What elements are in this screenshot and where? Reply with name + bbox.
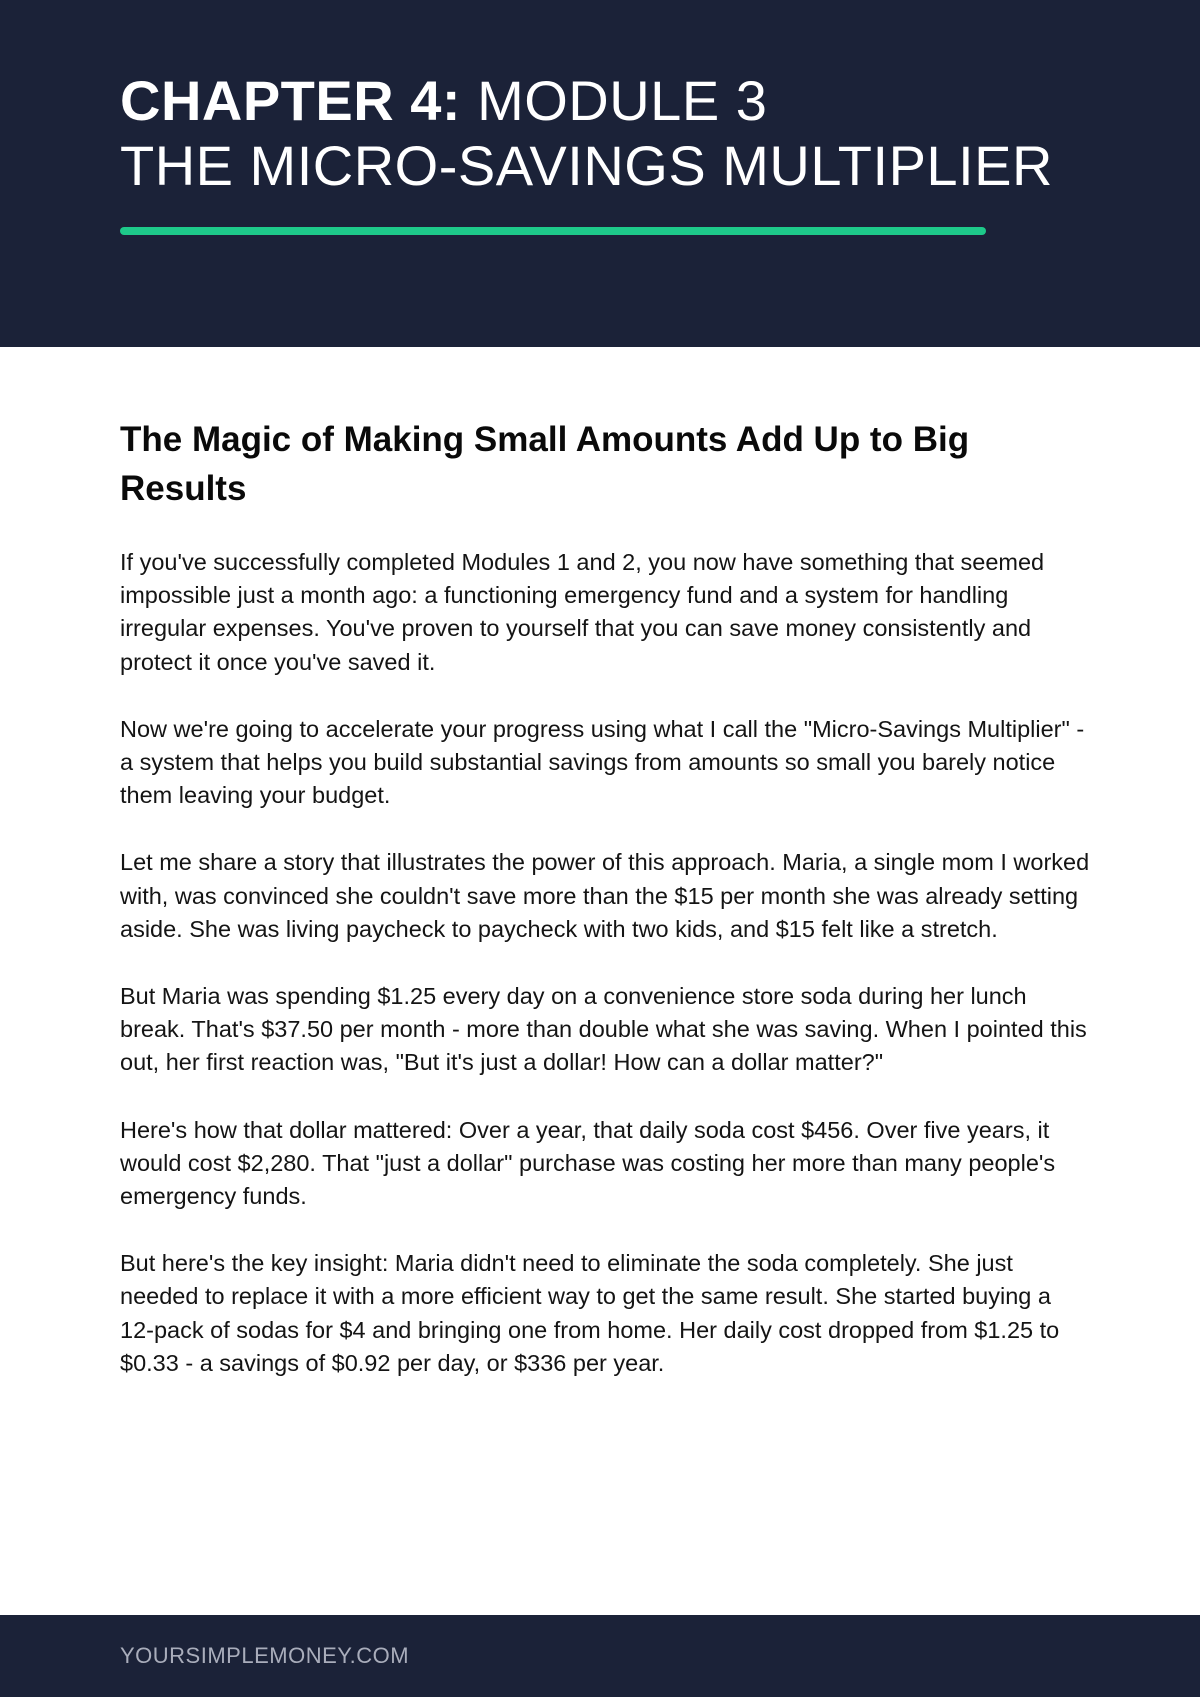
paragraph-4: But Maria was spending $1.25 every day on a convenience store soda during her lunch break. That's $37.50 per month - more than double what she was saving. When I pointed this out, her first reaction was, "But it's just a dollar! How can a dollar matter?" bbox=[120, 983, 1087, 1076]
paragraph-2: Now we're going to accelerate your progress using what I call the "Micro-Savings Multiplier" - a system that helps you build substantial savings from amounts so small you barely notice them leaving your budget. bbox=[120, 715, 1085, 809]
module-label: MODULE 3 bbox=[477, 69, 768, 132]
chapter-label: CHAPTER 4: bbox=[120, 69, 462, 132]
section-heading: The Magic of Making Small Amounts Add Up to Big Results bbox=[120, 420, 970, 508]
page-footer bbox=[0, 1615, 1200, 1697]
body-text bbox=[120, 546, 1090, 1414]
chapter-header bbox=[0, 0, 1200, 347]
paragraph-1: If you've successfully completed Modules 1 and 2, you now have something that seemed impossible just a month ago: a functioning emergency fund and a system for handling irregular expenses. You've proven to yourself that you can save money consistently and protect it once you've saved it. bbox=[120, 549, 1045, 675]
chapter-title: THE MICRO-SAVINGS MULTIPLIER bbox=[120, 134, 1053, 197]
paragraph-3: Let me share a story that illustrates the power of this approach. Maria, a single mom I worked with, was convinced she couldn't save more than the $15 per month she was already setting aside. She was living paycheck to paycheck with two kids, and $15 felt like a stretch. bbox=[120, 849, 1090, 942]
paragraph-6: But here's the key insight: Maria didn't need to eliminate the soda completely. She just needed to replace it with a more efficient way to get the same result. She started buying a 12-pack of sodas for $4 and bringing one from home. Her daily cost dropped from $1.25 to $0.33 - a savings of $0.92 per day, or $336 per year. bbox=[120, 1250, 1060, 1376]
chapter-line bbox=[120, 70, 767, 132]
footer-site-link[interactable]: YOURSIMPLEMONEY.COM bbox=[120, 1643, 410, 1668]
accent-divider bbox=[120, 227, 986, 235]
paragraph-5: Here's how that dollar mattered: Over a year, that daily soda cost $456. Over five years, it would cost $2,280. That "just a dollar" purchase was costing her more than many people's emergency funds. bbox=[120, 1116, 1056, 1210]
